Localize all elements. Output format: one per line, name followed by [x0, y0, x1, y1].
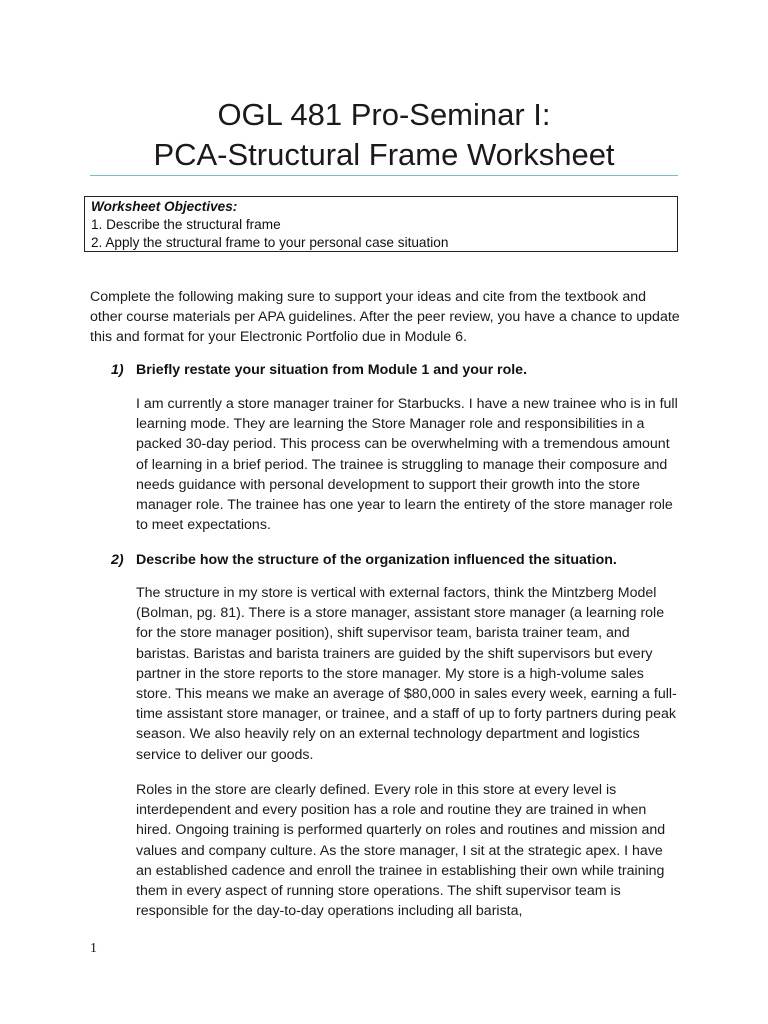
- title-divider: [90, 175, 678, 176]
- answer-paragraph-3: Roles in the store are clearly defined. Every role in this store at every level is interdependent and every position has a role and routine they are trained in when hired. Ongoing training is performed quarterly on roles and routines and mission and values and company culture. As the store manager, I sit at the strategic apex. I have an established cadence and enroll the trainee in establishing their own while training them in every aspect of running store operations. The shift supervisor team is responsible for the day-to-day operations including all barista,: [136, 782, 666, 920]
- question-text: Briefly restate your situation from Module 1 and your role.: [136, 362, 528, 378]
- objectives-box: [84, 196, 678, 252]
- question-number: 1): [111, 362, 124, 378]
- page-number: 1: [90, 941, 97, 956]
- answer-paragraph-2: The structure in my store is vertical with external factors, think the Mintzberg Model (Bolman, pg. 81). There is a store manager, assistant store manager (a learning role for the store manager position), shift supervisor team, barista trainer team, and baristas. Baristas and barista trainers are guided by the shift supervisors but every partner in the store reports to the store manager. My store is a high-volume sales store. This means we make an average of $80,000 in sales every week, earning a full-time assistant store manager, or trainee, and a staff of up to forty partners during peak season. We also heavily rely on an external technology department and logistics service to deliver our goods.: [136, 585, 677, 763]
- question-2: [111, 550, 681, 570]
- answer-paragraph-1: I am currently a store manager trainer for Starbucks. I have a new trainee who is in full learning mode. They are learning the Store Manager role and responsibilities in a packed 30-day period. This process can be overwhelming with a tremendous amount of learning in a brief period. The trainee is struggling to manage their composure and needs guidance with personal development to support their growth into the store manager role. The trainee has one year to learn the entirety of the store manager role to meet expectations.: [136, 396, 678, 534]
- intro-paragraph: Complete the following making sure to support your ideas and cite from the textbook and other course materials per APA guidelines. After the peer review, you have a chance to update this and format for your Electronic Portfolio due in Module 6.: [90, 289, 680, 346]
- title-line-1: OGL 481 Pro-Seminar I:: [217, 97, 551, 132]
- question-text: Describe how the structure of the organization influenced the situation.: [136, 552, 617, 568]
- title-line-2: PCA-Structural Frame Worksheet: [153, 137, 615, 172]
- objectives-heading: Worksheet Objectives:: [91, 199, 238, 214]
- objective-item: 1. Describe the structural frame: [91, 217, 281, 232]
- question-1: [111, 360, 681, 380]
- document-title: [60, 95, 708, 175]
- question-number: 2): [111, 552, 124, 568]
- objective-item: 2. Apply the structural frame to your personal case situation: [91, 235, 449, 250]
